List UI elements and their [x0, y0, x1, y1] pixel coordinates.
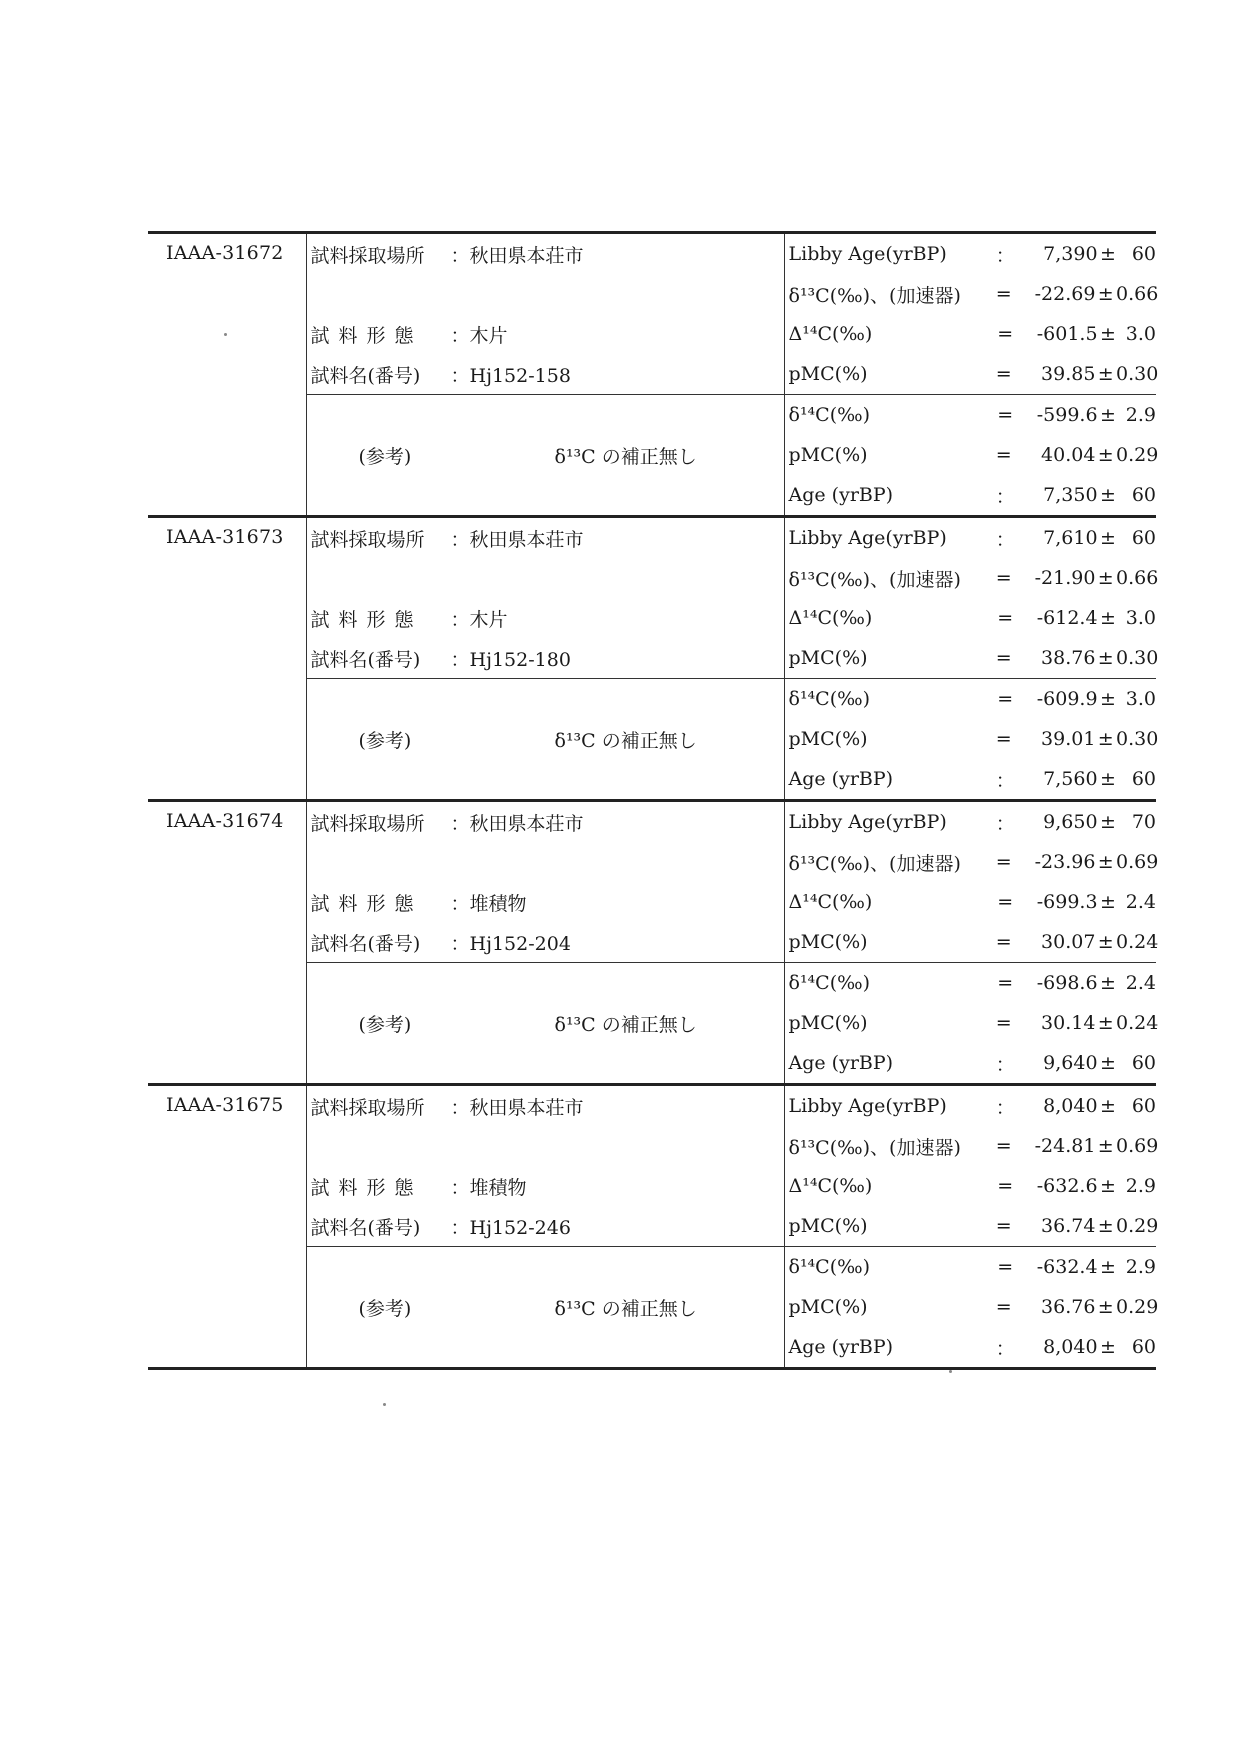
operator: ：: [995, 769, 1015, 792]
operator: =: [997, 323, 1014, 345]
sample-id: IAAA-31673: [148, 517, 306, 801]
quantity-value: -609.9: [1036, 688, 1098, 710]
value-row: [785, 314, 1157, 354]
quantity-value: 7,560: [1043, 768, 1098, 790]
operator: =: [995, 1012, 1012, 1034]
value-row: [785, 719, 1157, 759]
quantity-name: Age (yrBP): [788, 1336, 894, 1358]
quantity-error: 0.24: [1116, 931, 1159, 953]
value-row: [785, 475, 1157, 515]
quantity-value: 39.85: [1041, 363, 1096, 385]
quantity-error: 60: [1131, 768, 1156, 790]
name-label: 試料名(番号): [310, 648, 421, 671]
plus-minus: ±: [1099, 404, 1116, 426]
reference-label: (参考): [358, 1297, 412, 1320]
operator: =: [997, 1256, 1014, 1278]
operator: =: [997, 404, 1014, 426]
name-value: ：Hj152-246: [450, 1216, 571, 1239]
quantity-error: 2.4: [1125, 972, 1156, 994]
quantity-error: 60: [1131, 243, 1156, 265]
quantity-value: 36.76: [1041, 1296, 1096, 1318]
name-row: [307, 922, 784, 962]
plus-minus: ±: [1097, 1215, 1114, 1237]
name-row: [307, 354, 784, 394]
quantity-error: 70: [1131, 811, 1156, 833]
operator: =: [995, 444, 1012, 466]
operator: ：: [995, 1337, 1015, 1360]
name-value: ：Hj152-204: [450, 932, 571, 955]
quantity-error: 3.0: [1125, 323, 1156, 345]
plus-minus: ±: [1099, 323, 1116, 345]
operator: =: [995, 567, 1012, 589]
quantity-error: 0.30: [1116, 647, 1159, 669]
quantity-error: 2.9: [1125, 1175, 1156, 1197]
quantity-error: 0.30: [1116, 363, 1159, 385]
blank-row: [307, 1126, 784, 1166]
operator: =: [997, 891, 1014, 913]
value-row: [785, 802, 1157, 842]
form-label: 試料形態: [310, 324, 423, 347]
quantity-error: 0.24: [1116, 1012, 1159, 1034]
value-row: [785, 518, 1157, 558]
quantity-name: pMC(%): [788, 1012, 868, 1034]
value-row: [785, 1166, 1157, 1206]
plus-minus: ±: [1099, 811, 1116, 833]
quantity-value: 7,610: [1043, 527, 1098, 549]
name-label: 試料名(番号): [310, 1216, 421, 1239]
name-label: 試料名(番号): [310, 932, 421, 955]
location-value: ：秋田県本荘市: [450, 812, 584, 835]
quantity-error: 2.9: [1125, 404, 1156, 426]
quantity-value: -22.69: [1034, 283, 1096, 305]
value-row: [785, 1247, 1157, 1287]
sample-row-measured: [148, 801, 1156, 963]
sample-description: [306, 1085, 784, 1247]
value-row: [785, 882, 1157, 922]
quantity-error: 3.0: [1125, 688, 1156, 710]
operator: ：: [995, 244, 1015, 267]
quantity-value: 8,040: [1043, 1095, 1098, 1117]
measured-values: [784, 801, 1159, 963]
quantity-value: 39.01: [1041, 728, 1096, 750]
value-row: [785, 395, 1157, 435]
plus-minus: ±: [1099, 243, 1116, 265]
quantity-value: 9,640: [1043, 1052, 1098, 1074]
operator: =: [995, 283, 1012, 305]
blank-row: [307, 842, 784, 882]
location-value: ：秋田県本荘市: [450, 528, 584, 551]
value-row: [785, 842, 1157, 882]
quantity-name: pMC(%): [788, 931, 868, 953]
plus-minus: ±: [1097, 283, 1114, 305]
quantity-error: 60: [1131, 527, 1156, 549]
quantity-name: Libby Age(yrBP): [788, 527, 947, 549]
operator: =: [995, 851, 1012, 873]
value-row: [785, 1086, 1157, 1126]
location-row: [307, 802, 784, 842]
quantity-error: 2.4: [1125, 891, 1156, 913]
blank-row: [307, 274, 784, 314]
location-label: 試料採取場所: [310, 244, 425, 267]
value-row: [785, 1287, 1157, 1327]
value-row: [785, 435, 1157, 475]
reference-description: [306, 963, 784, 1085]
sample-id: IAAA-31672: [148, 233, 306, 517]
plus-minus: ±: [1097, 851, 1114, 873]
quantity-name: Libby Age(yrBP): [788, 811, 947, 833]
location-value: ：秋田県本荘市: [450, 1096, 584, 1119]
value-row: [785, 598, 1157, 638]
operator: =: [995, 728, 1012, 750]
name-value: ：Hj152-158: [450, 364, 571, 387]
value-row: [785, 1043, 1157, 1083]
operator: =: [995, 1135, 1012, 1157]
reference-label: (参考): [358, 729, 412, 752]
plus-minus: ±: [1099, 1052, 1116, 1074]
quantity-error: 0.30: [1116, 728, 1159, 750]
operator: ：: [995, 485, 1015, 508]
operator: =: [995, 1215, 1012, 1237]
quantity-value: -601.5: [1036, 323, 1098, 345]
sample-row-measured: [148, 233, 1156, 395]
quantity-value: 9,650: [1043, 811, 1098, 833]
quantity-name: pMC(%): [788, 1215, 868, 1237]
quantity-value: 38.76: [1041, 647, 1096, 669]
quantity-error: 2.9: [1125, 1256, 1156, 1278]
form-row: [307, 882, 784, 922]
form-row: [307, 314, 784, 354]
quantity-name: δ¹³C(‰)、(加速器): [788, 284, 961, 307]
results-table-body: [148, 233, 1159, 1369]
plus-minus: ±: [1099, 688, 1116, 710]
name-label: 試料名(番号): [310, 364, 421, 387]
quantity-value: -23.96: [1034, 851, 1096, 873]
form-label: 試料形態: [310, 1176, 423, 1199]
sample-row-measured: [148, 517, 1156, 679]
reference-description: [306, 1247, 784, 1369]
reference-values: [784, 1247, 1159, 1369]
form-value: ：木片: [450, 324, 508, 347]
form-label: 試料形態: [310, 892, 423, 915]
quantity-error: 60: [1131, 1095, 1156, 1117]
quantity-error: 0.69: [1116, 851, 1159, 873]
radiocarbon-results-table: [148, 231, 1159, 1370]
plus-minus: ±: [1099, 891, 1116, 913]
operator: =: [995, 931, 1012, 953]
reference-note: δ¹³C の補正無し: [554, 445, 697, 468]
quantity-error: 0.29: [1116, 1296, 1159, 1318]
quantity-name: Libby Age(yrBP): [788, 1095, 947, 1117]
sample-row-measured: [148, 1085, 1156, 1247]
plus-minus: ±: [1099, 484, 1116, 506]
quantity-name: δ¹³C(‰)、(加速器): [788, 852, 961, 875]
operator: =: [997, 607, 1014, 629]
reference-note: δ¹³C の補正無し: [554, 1297, 697, 1320]
reference-values: [784, 963, 1159, 1085]
quantity-name: Δ¹⁴C(‰): [788, 323, 873, 345]
quantity-error: 60: [1131, 1052, 1156, 1074]
sample-id: IAAA-31675: [148, 1085, 306, 1369]
plus-minus: ±: [1099, 972, 1116, 994]
value-row: [785, 558, 1157, 598]
quantity-value: 8,040: [1043, 1336, 1098, 1358]
reference-values: [784, 395, 1159, 517]
quantity-error: 0.66: [1116, 283, 1159, 305]
plus-minus: ±: [1099, 768, 1116, 790]
operator: =: [997, 688, 1014, 710]
reference-label: (参考): [358, 445, 412, 468]
quantity-name: pMC(%): [788, 1296, 868, 1318]
operator: =: [997, 972, 1014, 994]
form-label: 試料形態: [310, 608, 423, 631]
quantity-name: pMC(%): [788, 363, 868, 385]
value-row: [785, 354, 1157, 394]
plus-minus: ±: [1097, 647, 1114, 669]
quantity-value: -632.4: [1036, 1256, 1098, 1278]
quantity-name: pMC(%): [788, 647, 868, 669]
plus-minus: ±: [1099, 1095, 1116, 1117]
plus-minus: ±: [1097, 363, 1114, 385]
value-row: [785, 963, 1157, 1003]
value-row: [785, 679, 1157, 719]
quantity-value: 7,390: [1043, 243, 1098, 265]
quantity-value: 40.04: [1041, 444, 1096, 466]
blank-row: [307, 558, 784, 598]
reference-description: [306, 395, 784, 517]
location-row: [307, 518, 784, 558]
operator: ：: [995, 528, 1015, 551]
quantity-name: Age (yrBP): [788, 768, 894, 790]
form-row: [307, 1166, 784, 1206]
quantity-name: pMC(%): [788, 444, 868, 466]
name-row: [307, 1206, 784, 1246]
quantity-value: -21.90: [1034, 567, 1096, 589]
quantity-error: 0.29: [1116, 1215, 1159, 1237]
form-value: ：木片: [450, 608, 508, 631]
quantity-name: δ¹³C(‰)、(加速器): [788, 1136, 961, 1159]
quantity-value: 7,350: [1043, 484, 1098, 506]
reference-note: δ¹³C の補正無し: [554, 1013, 697, 1036]
plus-minus: ±: [1097, 931, 1114, 953]
quantity-name: Δ¹⁴C(‰): [788, 891, 873, 913]
plus-minus: ±: [1099, 1256, 1116, 1278]
quantity-error: 0.69: [1116, 1135, 1159, 1157]
name-value: ：Hj152-180: [450, 648, 571, 671]
measured-values: [784, 1085, 1159, 1247]
quantity-value: -599.6: [1036, 404, 1098, 426]
form-row: [307, 598, 784, 638]
value-row: [785, 922, 1157, 962]
quantity-value: 36.74: [1041, 1215, 1096, 1237]
quantity-value: -24.81: [1034, 1135, 1096, 1157]
sample-id: IAAA-31674: [148, 801, 306, 1085]
quantity-error: 0.29: [1116, 444, 1159, 466]
scan-speck: [383, 1403, 386, 1406]
form-value: ：堆積物: [450, 1176, 527, 1199]
value-row: [785, 1206, 1157, 1246]
value-row: [785, 638, 1157, 678]
operator: =: [997, 1175, 1014, 1197]
plus-minus: ±: [1097, 1296, 1114, 1318]
location-label: 試料採取場所: [310, 528, 425, 551]
location-label: 試料採取場所: [310, 812, 425, 835]
plus-minus: ±: [1097, 567, 1114, 589]
scan-speck: [224, 333, 227, 336]
quantity-error: 0.66: [1116, 567, 1159, 589]
quantity-value: 30.07: [1041, 931, 1096, 953]
location-row: [307, 1086, 784, 1126]
form-value: ：堆積物: [450, 892, 527, 915]
quantity-name: pMC(%): [788, 728, 868, 750]
value-row: [785, 759, 1157, 799]
quantity-name: Age (yrBP): [788, 1052, 894, 1074]
plus-minus: ±: [1099, 1336, 1116, 1358]
location-label: 試料採取場所: [310, 1096, 425, 1119]
quantity-error: 60: [1131, 1336, 1156, 1358]
quantity-name: δ¹⁴C(‰): [788, 688, 871, 710]
quantity-value: -612.4: [1036, 607, 1098, 629]
plus-minus: ±: [1099, 1175, 1116, 1197]
quantity-name: Age (yrBP): [788, 484, 894, 506]
name-row: [307, 638, 784, 678]
scan-speck: [949, 1370, 952, 1373]
quantity-name: δ¹⁴C(‰): [788, 404, 871, 426]
plus-minus: ±: [1097, 728, 1114, 750]
value-row: [785, 1003, 1157, 1043]
reference-label: (参考): [358, 1013, 412, 1036]
quantity-name: δ¹³C(‰)、(加速器): [788, 568, 961, 591]
operator: =: [995, 363, 1012, 385]
value-row: [785, 1327, 1157, 1367]
results-sheet: [148, 231, 1159, 1370]
location-value: ：秋田県本荘市: [450, 244, 584, 267]
operator: =: [995, 647, 1012, 669]
value-row: [785, 274, 1157, 314]
quantity-error: 60: [1131, 484, 1156, 506]
plus-minus: ±: [1099, 607, 1116, 629]
quantity-name: Δ¹⁴C(‰): [788, 1175, 873, 1197]
quantity-value: -632.6: [1036, 1175, 1098, 1197]
plus-minus: ±: [1099, 527, 1116, 549]
quantity-value: -699.3: [1036, 891, 1098, 913]
quantity-value: 30.14: [1041, 1012, 1096, 1034]
plus-minus: ±: [1097, 1012, 1114, 1034]
location-row: [307, 234, 784, 274]
sample-description: [306, 233, 784, 395]
reference-note: δ¹³C の補正無し: [554, 729, 697, 752]
quantity-name: Δ¹⁴C(‰): [788, 607, 873, 629]
reference-values: [784, 679, 1159, 801]
value-row: [785, 1126, 1157, 1166]
operator: =: [995, 1296, 1012, 1318]
plus-minus: ±: [1097, 444, 1114, 466]
quantity-value: -698.6: [1036, 972, 1098, 994]
quantity-name: δ¹⁴C(‰): [788, 1256, 871, 1278]
quantity-name: Libby Age(yrBP): [788, 243, 947, 265]
reference-description: [306, 679, 784, 801]
value-row: [785, 234, 1157, 274]
quantity-name: δ¹⁴C(‰): [788, 972, 871, 994]
operator: ：: [995, 1053, 1015, 1076]
measured-values: [784, 517, 1159, 679]
sample-description: [306, 517, 784, 679]
sample-description: [306, 801, 784, 963]
operator: ：: [995, 812, 1015, 835]
measured-values: [784, 233, 1159, 395]
plus-minus: ±: [1097, 1135, 1114, 1157]
quantity-error: 3.0: [1125, 607, 1156, 629]
operator: ：: [995, 1096, 1015, 1119]
